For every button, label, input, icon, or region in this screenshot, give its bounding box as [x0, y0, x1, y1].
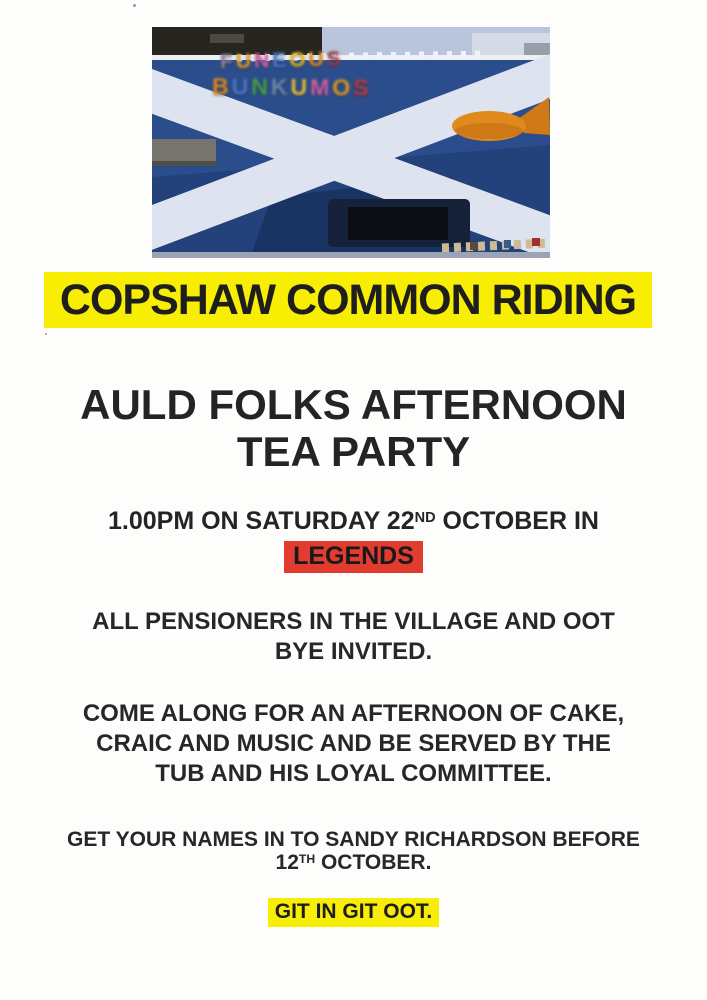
details-line-3: TUB AND HIS LOYAL COMMITTEE. — [155, 760, 552, 787]
event-datetime — [0, 507, 707, 536]
heading-line-2: TEA PARTY — [236, 428, 471, 475]
datetime-ordinal: ND — [414, 509, 436, 526]
heading-line-1: AULD FOLKS AFTERNOON — [80, 381, 627, 428]
rsvp-text — [0, 828, 707, 877]
scan-speck — [133, 4, 136, 7]
rsvp-line-2 — [0, 851, 707, 877]
saltire-flag-photo — [152, 27, 550, 258]
rsvp-suffix: OCTOBER. — [315, 851, 432, 874]
invite-line-1: ALL PENSIONERS IN THE VILLAGE AND OOT — [92, 608, 615, 635]
main-heading — [0, 381, 707, 475]
magnet-row-2: BUNKUMOS — [211, 73, 372, 101]
details-line-2: CRAIC AND MUSIC AND BE SERVED BY THE — [96, 730, 611, 757]
footer-highlight: GIT IN GIT OOT. — [268, 898, 440, 927]
invite-text — [0, 607, 707, 667]
rsvp-ordinal: TH — [298, 851, 316, 866]
rsvp-line-1: GET YOUR NAMES IN TO SANDY RICHARDSON BEFORE — [67, 828, 640, 851]
scan-speck — [45, 333, 47, 335]
venue-highlight: LEGENDS — [284, 541, 423, 573]
datetime-suffix: OCTOBER IN — [435, 507, 599, 535]
magnet-row-1: FUNEOUS — [219, 47, 344, 74]
title-text: COPSHAW COMMON RIDING — [59, 275, 637, 324]
details-line-1: COME ALONG FOR AN AFTERNOON OF CAKE, — [82, 700, 625, 727]
rsvp-day: 12 — [275, 851, 299, 874]
footer-row — [0, 898, 707, 927]
invite-line-2: BYE INVITED. — [274, 638, 433, 665]
venue-row — [0, 541, 707, 573]
datetime-prefix: 1.00PM ON SATURDAY 22 — [108, 507, 415, 535]
title-highlight — [44, 272, 652, 328]
details-text — [0, 699, 707, 789]
saltire-flag-svg — [152, 27, 550, 258]
